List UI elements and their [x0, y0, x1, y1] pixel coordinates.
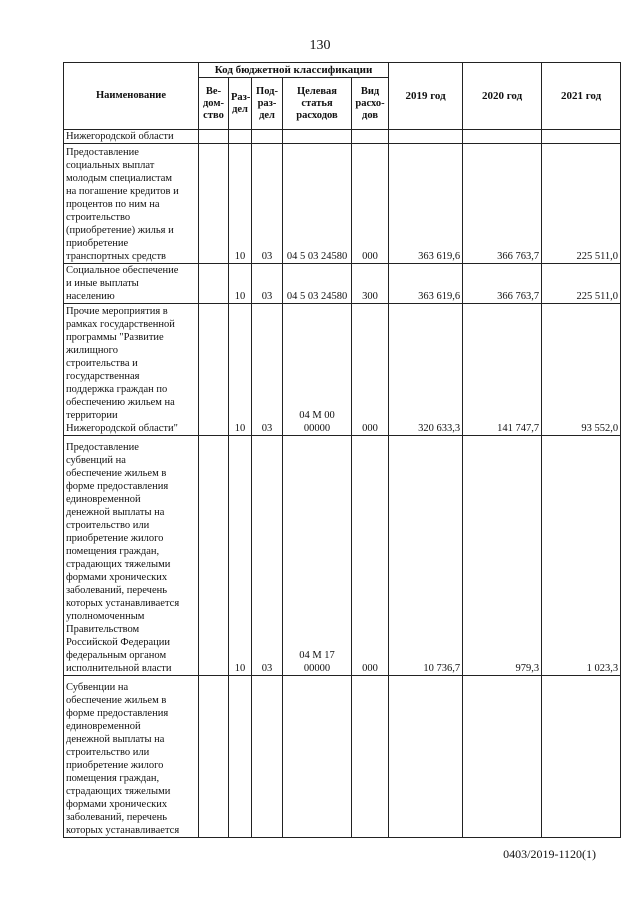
table-row [64, 130, 621, 144]
table-body [64, 130, 621, 838]
cell-podrazdel [252, 676, 283, 838]
cell-y2019 [389, 676, 463, 838]
table-header [64, 63, 621, 130]
cell-vid: 000 [352, 304, 389, 436]
cell-y2020: 141 747,7 [463, 304, 542, 436]
header-vid: Вид расхо- дов [352, 78, 389, 130]
cell-podrazdel: 03 [252, 144, 283, 264]
cell-y2021: 225 511,0 [542, 144, 621, 264]
cell-podrazdel: 03 [252, 436, 283, 676]
page-number: 130 [309, 38, 331, 53]
cell-razdel: 10 [229, 436, 252, 676]
cell-razdel: 10 [229, 264, 252, 304]
table-row [64, 676, 621, 838]
budget-table [63, 62, 621, 838]
header-celevaya: Целевая статья расходов [283, 78, 352, 130]
cell-y2019: 10 736,7 [389, 436, 463, 676]
cell-podrazdel [252, 130, 283, 144]
cell-razdel [229, 676, 252, 838]
cell-ved [199, 130, 229, 144]
cell-vid [352, 676, 389, 838]
cell-y2020: 979,3 [463, 436, 542, 676]
cell-y2020 [463, 676, 542, 838]
cell-vid: 300 [352, 264, 389, 304]
cell-y2019: 320 633,3 [389, 304, 463, 436]
header-name: Наименование [64, 63, 199, 130]
table-row [64, 144, 621, 264]
cell-ved [199, 304, 229, 436]
document-code: 0403/2019-1120(1) [503, 847, 596, 861]
cell-name: Прочие мероприятия в рамках государственной программы "Развитие жилищного строительства и государственная поддержка граждан по обеспечению жильем на территории Нижегородской области" [64, 304, 199, 436]
cell-name: Нижегородской области [64, 130, 199, 144]
cell-y2019 [389, 130, 463, 144]
cell-razdel: 10 [229, 304, 252, 436]
cell-celevaya: 04 М 00 00000 [283, 304, 352, 436]
header-year-2020: 2020 год [463, 63, 542, 130]
cell-name: Субвенции на обеспечение жильем в форме предоставления единовременной денежной выплаты на строительство или приобретение жилого помещения граждан, страдающих тяжелыми формами хронических заболеваний, перечень которых устанавливается [64, 676, 199, 838]
cell-vid [352, 130, 389, 144]
cell-vid: 000 [352, 144, 389, 264]
header-vedomstvo: Ве- дом- ство [199, 78, 229, 130]
cell-podrazdel: 03 [252, 264, 283, 304]
table-row [64, 304, 621, 436]
cell-y2021: 93 552,0 [542, 304, 621, 436]
header-code-group: Код бюджетной классификации [199, 63, 389, 78]
cell-celevaya [283, 676, 352, 838]
cell-name: Социальное обеспечение и иные выплаты населению [64, 264, 199, 304]
cell-y2021: 1 023,3 [542, 436, 621, 676]
cell-ved [199, 264, 229, 304]
cell-y2019: 363 619,6 [389, 144, 463, 264]
cell-celevaya [283, 130, 352, 144]
cell-y2021 [542, 676, 621, 838]
table-row [64, 264, 621, 304]
cell-ved [199, 676, 229, 838]
cell-ved [199, 144, 229, 264]
cell-celevaya: 04 5 03 24580 [283, 264, 352, 304]
cell-y2020 [463, 130, 542, 144]
cell-celevaya: 04 5 03 24580 [283, 144, 352, 264]
header-year-2019: 2019 год [389, 63, 463, 130]
cell-y2021: 225 511,0 [542, 264, 621, 304]
table-row [64, 436, 621, 676]
cell-y2021 [542, 130, 621, 144]
cell-y2019: 363 619,6 [389, 264, 463, 304]
cell-name: Предоставление субвенций на обеспечение жильем в форме предоставления единовременной денежной выплаты на строительство или приобретение жилого помещения граждан, страдающих тяжелыми формами хронических заболеваний, перечень которых устанавливается уполномоченным Правительством Российской Федерации федеральным органом исполнительной власти [64, 436, 199, 676]
header-razdel: Раз- дел [229, 78, 252, 130]
cell-name: Предоставление социальных выплат молодым специалистам на погашение кредитов и процентов по ним на строительство (приобретение) жилья и приобретение транспортных средств [64, 144, 199, 264]
cell-razdel: 10 [229, 144, 252, 264]
cell-celevaya: 04 М 17 00000 [283, 436, 352, 676]
cell-y2020: 366 763,7 [463, 144, 542, 264]
cell-podrazdel: 03 [252, 304, 283, 436]
header-year-2021: 2021 год [542, 63, 621, 130]
cell-ved [199, 436, 229, 676]
cell-vid: 000 [352, 436, 389, 676]
cell-razdel [229, 130, 252, 144]
cell-y2020: 366 763,7 [463, 264, 542, 304]
header-podrazdel: Под- раз- дел [252, 78, 283, 130]
